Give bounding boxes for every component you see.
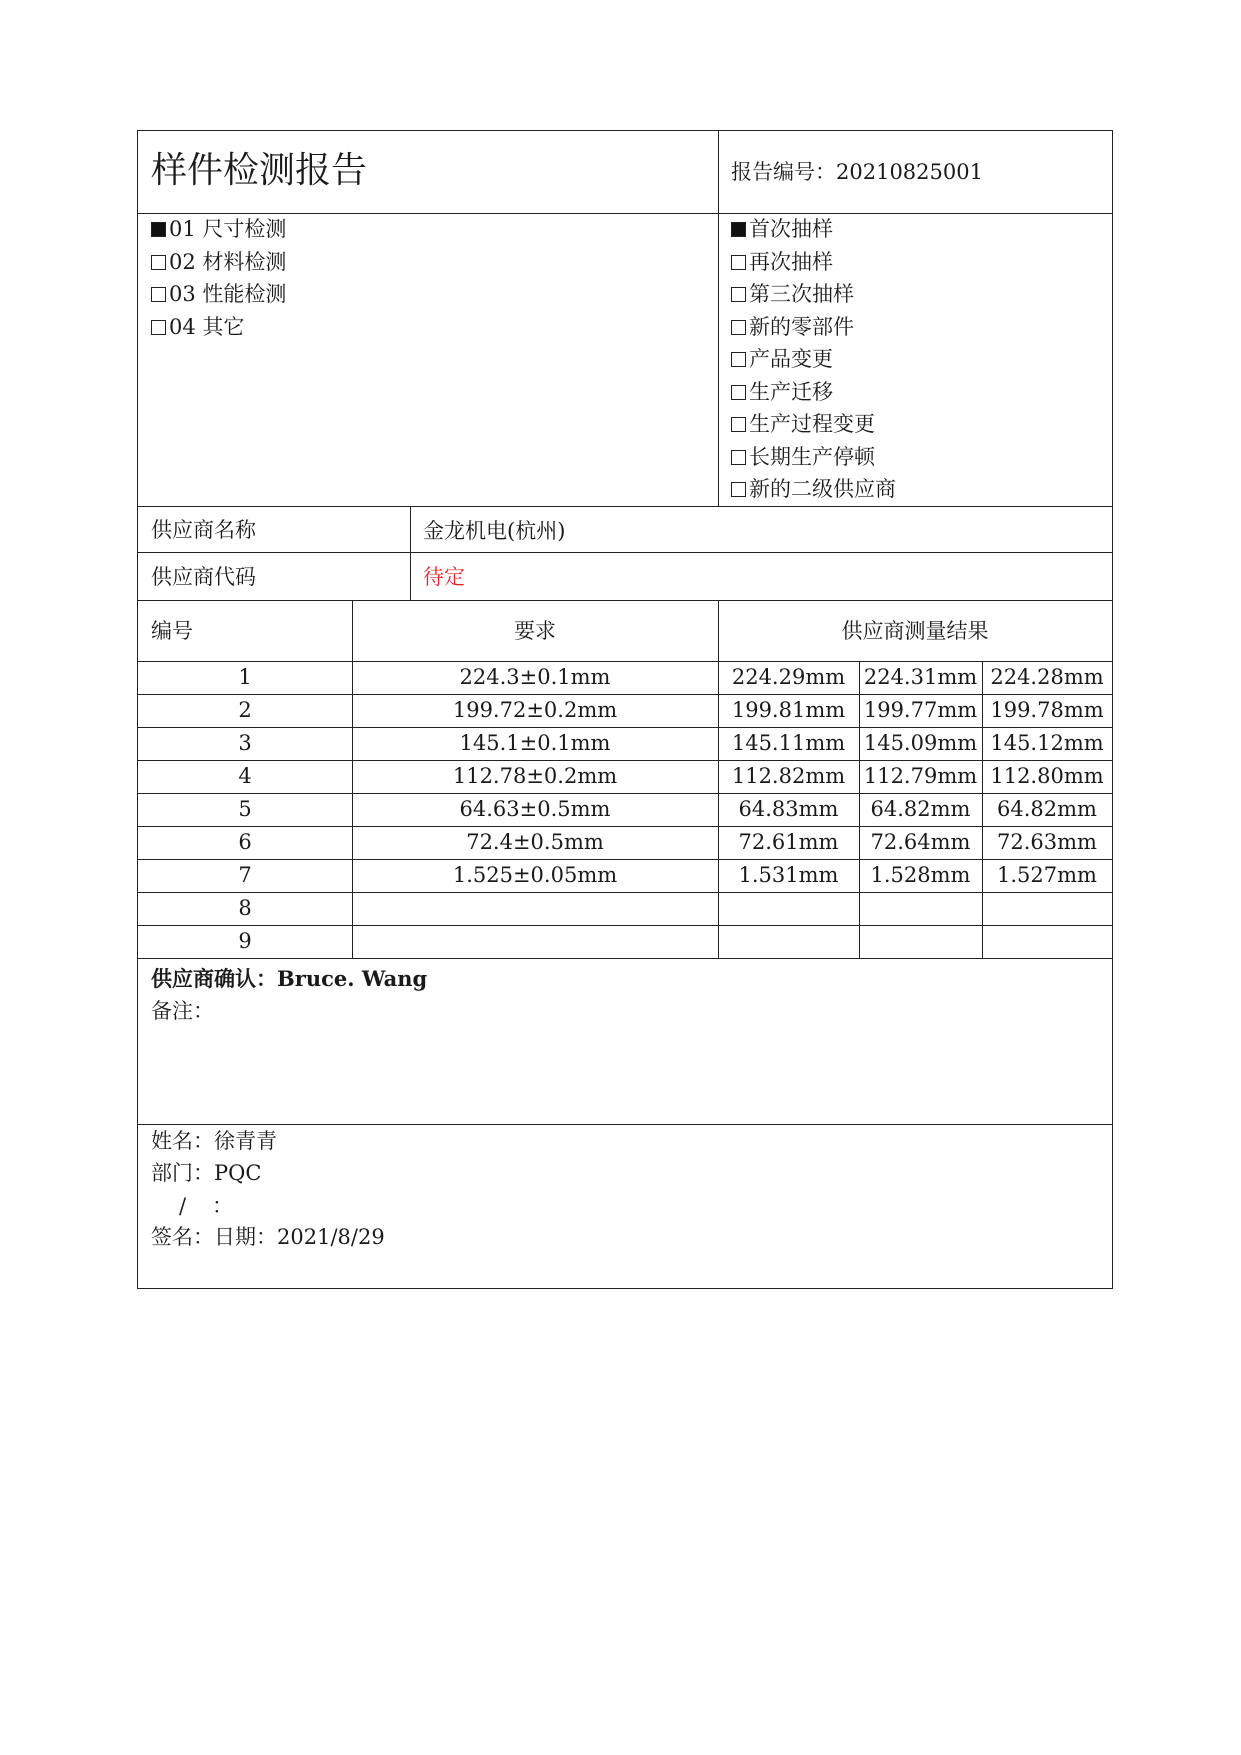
slash-mark: / [179,1194,187,1218]
measurement-cell: 72.63mm [997,830,1097,854]
divider [138,760,1112,761]
checkbox-icon [731,287,746,302]
row-number: 9 [238,929,252,953]
divider [138,892,1112,893]
column-header-results: 供应商测量结果 [841,619,989,643]
row-number: 3 [238,731,252,755]
divider [138,694,1112,695]
sampling-reason-item[interactable]: 再次抽样 [731,250,896,283]
measurement-cell: 112.82mm [731,764,846,788]
divider [718,131,719,506]
measurement-cell: 72.64mm [870,830,971,854]
measurement-cell: 224.31mm [863,665,978,689]
supplier-confirmation: 供应商确认：Bruce. Wang [151,966,428,991]
measurement-cell: 64.83mm [738,797,839,821]
measurement-cell: 1.527mm [997,863,1097,887]
divider [138,661,1112,662]
checkbox-icon [151,320,166,335]
measurement-cell: 145.12mm [990,731,1104,755]
sampling-reason-item[interactable]: 新的二级供应商 [731,477,896,510]
inspection-type-03[interactable]: 03 性能检测 [151,282,286,315]
checkbox-checked-icon [731,222,746,237]
checkbox-icon [151,287,166,302]
requirement-cell: 145.1±0.1mm [459,731,611,755]
row-number: 4 [238,764,252,788]
measurement-cell: 224.29mm [731,665,846,689]
row-number: 1 [238,665,252,689]
sampling-reason-item[interactable]: 第三次抽样 [731,282,896,315]
divider [138,859,1112,860]
checkbox-icon [151,255,166,270]
sampling-reason-item[interactable]: 产品变更 [731,347,896,380]
requirement-cell: 112.78±0.2mm [452,764,618,788]
divider [410,506,411,600]
row-number: 2 [238,698,252,722]
measurement-cell: 112.79mm [863,764,978,788]
requirement-cell: 199.72±0.2mm [452,698,618,722]
sampling-reason-item[interactable]: 新的零部件 [731,315,896,348]
divider [138,600,1112,601]
measurement-cell: 199.78mm [990,698,1104,722]
measurement-cell: 64.82mm [870,797,971,821]
measurement-cell: 64.82mm [997,797,1097,821]
checkbox-icon [731,417,746,432]
page-title: 样件检测报告 [151,150,368,191]
checkbox-checked-icon [151,222,166,237]
inspection-type-list [151,217,286,347]
row-number: 5 [238,797,252,821]
divider [138,213,1112,214]
divider [138,552,1112,553]
checkbox-icon [731,450,746,465]
column-header-requirement: 要求 [514,619,556,643]
row-number: 7 [238,863,252,887]
measurement-cell: 224.28mm [990,665,1104,689]
report-form [137,130,1113,1289]
checkbox-icon [731,352,746,367]
measurement-cell: 1.528mm [870,863,971,887]
sampling-reason-list [731,217,896,510]
inspection-type-01[interactable]: 01 尺寸检测 [151,217,286,250]
inspector-department: 部门：PQC [151,1161,262,1185]
report-number-label: 报告编号： [731,160,836,184]
checkbox-icon [731,320,746,335]
checkbox-icon [731,385,746,400]
remarks-label: 备注： [151,999,214,1023]
measurement-cell: 199.77mm [863,698,978,722]
requirement-cell: 64.63±0.5mm [459,797,611,821]
supplier-name-value[interactable]: 金龙机电(杭州) [423,519,566,543]
inspection-type-04[interactable]: 04 其它 [151,315,286,348]
measurement-cell: 145.11mm [731,731,846,755]
inspector-name: 姓名：徐青青 [151,1129,277,1153]
divider [138,727,1112,728]
measurement-cell: 72.61mm [738,830,839,854]
supplier-code-label: 供应商代码 [151,565,256,589]
measurement-cell: 1.531mm [738,863,839,887]
confirmation-signer: Bruce. Wang [277,966,428,991]
divider [138,826,1112,827]
measurement-cell: 199.81mm [731,698,846,722]
divider [138,506,1112,507]
supplier-name-label: 供应商名称 [151,518,256,542]
requirement-cell: 72.4±0.5mm [466,830,604,854]
checkbox-icon [731,482,746,497]
checkbox-icon [731,255,746,270]
sampling-reason-item[interactable]: 生产过程变更 [731,412,896,445]
inspection-type-02[interactable]: 02 材料检测 [151,250,286,283]
measurement-cell: 145.09mm [863,731,978,755]
colon-mark: ： [212,1194,233,1218]
sampling-reason-item[interactable]: 首次抽样 [731,217,896,250]
divider [138,958,1112,959]
report-number-value: 20210825001 [836,160,983,184]
signature-date: 签名：日期：2021/8/29 [151,1225,385,1249]
report-number [731,160,983,184]
divider [138,1124,1112,1125]
requirement-cell: 1.525±0.05mm [452,863,618,887]
divider [138,925,1112,926]
column-header-no: 编号 [151,619,193,643]
divider [138,793,1112,794]
sampling-reason-item[interactable]: 生产迁移 [731,380,896,413]
sampling-reason-item[interactable]: 长期生产停顿 [731,445,896,478]
measurement-cell: 112.80mm [990,764,1104,788]
row-number: 8 [238,896,252,920]
supplier-code-value[interactable]: 待定 [423,565,465,589]
row-number: 6 [238,830,252,854]
requirement-cell: 224.3±0.1mm [459,665,611,689]
